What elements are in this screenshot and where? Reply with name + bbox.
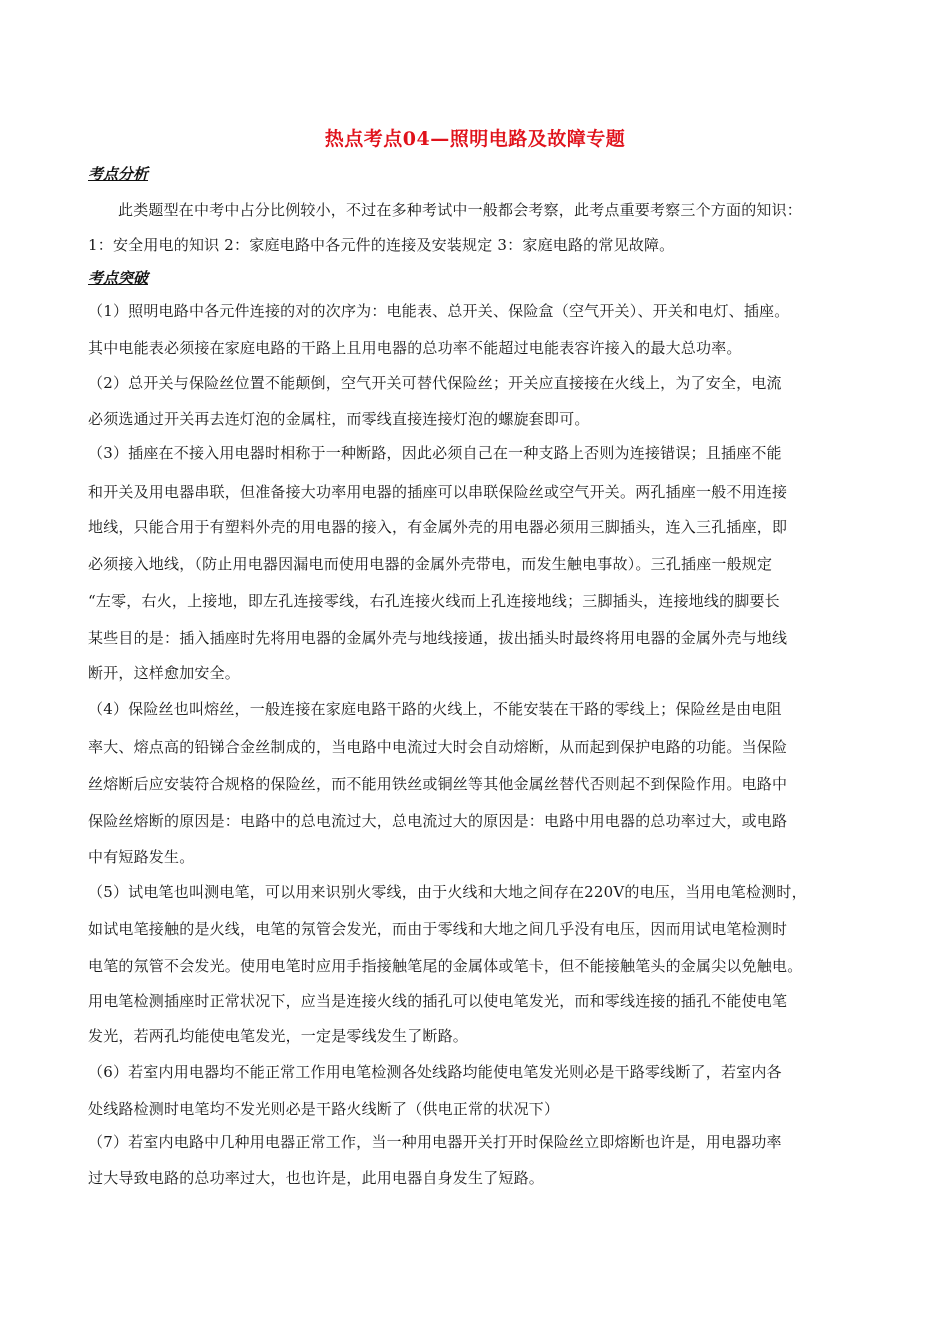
paragraph-line: 电笔的氖管不会发光。使用电笔时应用手指接触笔尾的金属体或笔卡，但不能接触笔头的金属尖以免触电。: [88, 957, 803, 975]
paragraph-line: （1）照明电路中各元件连接的对的次序为：电能表、总开关、保险盒（空气开关）、开关和电灯、插座。: [88, 302, 790, 320]
paragraph-line: 断开，这样愈加安全。: [88, 664, 241, 682]
paragraph-line: （6）若室内用电器均不能正常工作用电笔检测各处线路均能使电笔发光则必是干路零线断了，若室内各: [88, 1063, 782, 1081]
paragraph-line: 发光，若两孔均能使电笔发光，一定是零线发生了断路。: [88, 1027, 469, 1045]
paragraph-line: （7）若室内电路中几种用电器正常工作，当一种用电器开关打开时保险丝立即熔断也许是，用电器功率: [88, 1133, 782, 1151]
paragraph-line: 中有短路发生。: [88, 848, 195, 866]
paragraph-line: 此类题型在中考中占分比例较小，不过在多种考试中一般都会考察，此考点重要考察三个方面的知识：: [118, 201, 803, 219]
paragraph-line: 1：安全用电的知识 2：家庭电路中各元件的连接及安装规定 3：家庭电路的常见故障。: [88, 236, 675, 254]
paragraph-line: （4）保险丝也叫熔丝，一般连接在家庭电路干路的火线上，不能安装在干路的零线上；保险丝是由电阻: [88, 700, 782, 718]
paragraph-line: 某些目的是：插入插座时先将用电器的金属外壳与地线接通，拔出插头时最终将用电器的金属外壳与地线: [88, 629, 788, 647]
paragraph-line: 必须接入地线，（防止用电器因漏电而使用电器的金属外壳带电，而发生触电事故）。三孔插座一般规定: [88, 555, 773, 573]
paragraph-line: 必须选通过开关再去连灯泡的金属柱，而零线直接连接灯泡的螺旋套即可。: [88, 410, 590, 428]
paragraph-line: 用电笔检测插座时正常状况下，应当是连接火线的插孔可以使电笔发光，而和零线连接的插孔不能使电笔: [88, 992, 788, 1010]
paragraph-line: （3）插座在不接入用电器时相称于一种断路，因此必须自己在一种支路上否则为连接错误；且插座不能: [88, 444, 782, 462]
paragraph-line: 如试电笔接触的是火线，电笔的氖管会发光，而由于零线和大地之间几乎没有电压，因而用试电笔检测时: [88, 920, 788, 938]
paragraph-line: 率大、熔点高的铅锑合金丝制成的，当电路中电流过大时会自动熔断，从而起到保护电路的功能。当保险: [88, 738, 788, 756]
paragraph-line: 地线，只能合用于有塑料外壳的用电器的接入，有金属外壳的用电器必须用三脚插头，连入三孔插座，即: [88, 518, 788, 536]
paragraph-line: （5）试电笔也叫测电笔，可以用来识别火零线，由于火线和大地之间存在220V的电压，当用电笔检测时，: [88, 883, 807, 901]
section-heading-analysis: 考点分析: [88, 165, 149, 183]
section-heading-breakthrough: 考点突破: [88, 269, 149, 287]
paragraph-line: 丝熔断后应安装符合规格的保险丝，而不能用铁丝或铜丝等其他金属丝替代否则起不到保险作用。电路中: [88, 775, 788, 793]
paragraph-line: 过大导致电路的总功率过大，也也许是，此用电器自身发生了短路。: [88, 1169, 545, 1187]
paragraph-line: “左零，右火，上接地，即左孔连接零线，右孔连接火线而上孔连接地线；三脚插头，连接地线的脚要长: [88, 592, 780, 610]
document-title: 热点考点04—照明电路及故障专题: [324, 128, 626, 150]
paragraph-line: 保险丝熔断的原因是：电路中的总电流过大，总电流过大的原因是：电路中用电器的总功率过大，或电路: [88, 812, 788, 830]
paragraph-line: 其中电能表必须接在家庭电路的干路上且用电器的总功率不能超过电能表容许接入的最大总功率。: [88, 339, 742, 357]
paragraph-line: 和开关及用电器串联，但准备接大功率用电器的插座可以串联保险丝或空气开关。两孔插座一般不用连接: [88, 483, 788, 501]
paragraph-line: （2）总开关与保险丝位置不能颠倒，空气开关可替代保险丝；开关应直接接在火线上，为了安全，电流: [88, 374, 782, 392]
paragraph-line: 处线路检测时电笔均不发光则必是干路火线断了（供电正常的状况下）: [88, 1100, 560, 1118]
